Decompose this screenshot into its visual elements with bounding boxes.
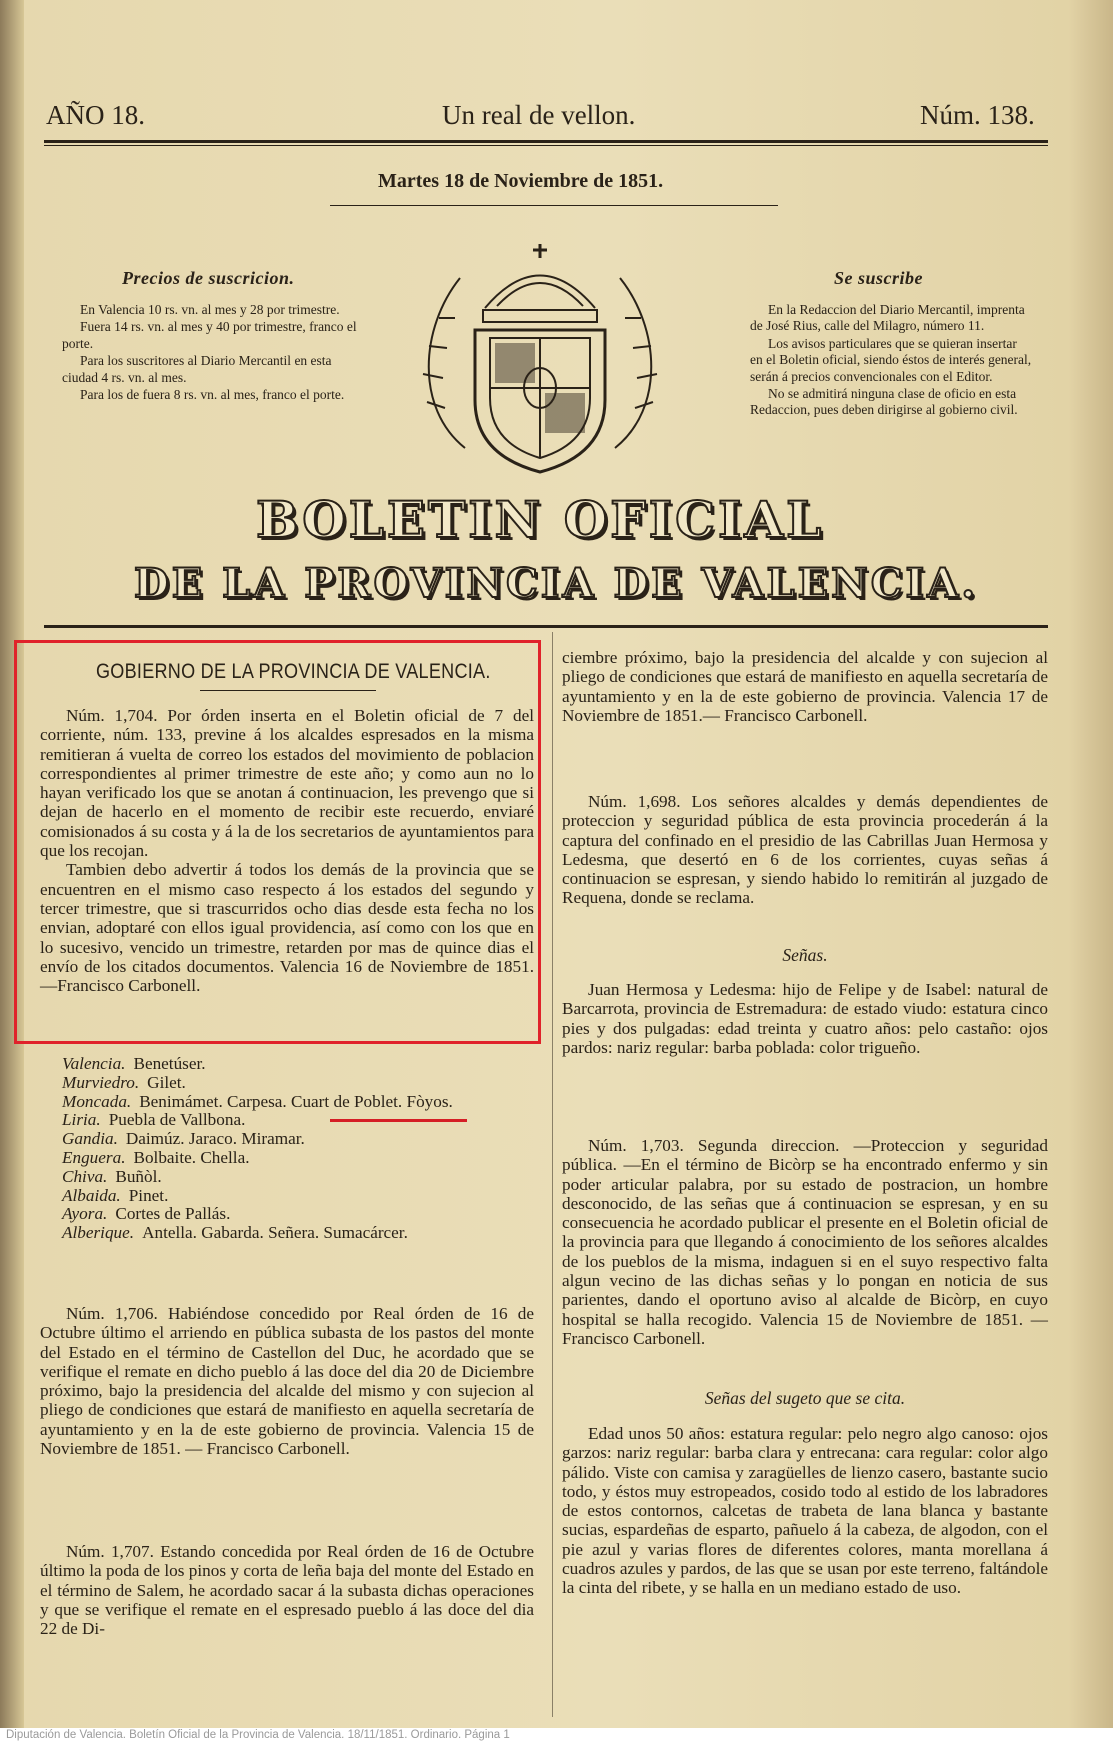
issue-date: Martes 18 de Noviembre de 1851. [378, 170, 664, 192]
municipality-list [62, 1054, 542, 1242]
notice-1707: Núm. 1,707. Estando concedida por Real órden de 16 de Octubre último la poda de los pinos y corta de leña baja del monte del Estado en el término de Salem, he acordado sacar á la subasta dichas operaciones y que se verifique el remate en el espresado pueblo á las doce del dia 22 de Di- [40, 1542, 534, 1639]
highlight-box [14, 640, 541, 1044]
subscription-prices-text: En Valencia 10 rs. vn. al mes y 28 por trimestre. Fuera 14 rs. vn. al mes y 40 por trimestre, franco el porte. Para los suscritores al Diario Mercantil en esta ciudad 4 rs. vn. al mes. Para los de fuera 8 rs. vn. al mes, franco el porte. [62, 302, 357, 403]
issue-number: Núm. 138. [920, 100, 1035, 130]
notice-1703: Núm. 1,703. Segunda direccion. —Proteccion y seguridad pública. —En el término de Bicòrp se ha encontrado enfermo y sin poder articular palabra, por su estado de postracion, un hombre desconocido, de las señas que á continuacion se espresan, y en su consecuencia he acordado publicar el presente en el Boletin oficial de la provincia para que llegando á conocimiento de los señores alcaldes de los pueblos de la misma, indaguen si en el suyo respectivo falta algun vecino de las dichas señas y lo pongan en noticia de sus parientes, dando el oportuno aviso al alcalde de Bicòrp, en cuyo hospital se halla recogido. Valencia 15 de Noviembre de 1851. — Francisco Carbonell. [562, 1136, 1048, 1348]
list-item: Gandia. Daimúz. Jaraco. Miramar. [62, 1129, 305, 1149]
column-divider [552, 632, 553, 1717]
list-item: Enguera. Bolbaite. Chella. [62, 1147, 250, 1167]
list-item: Chiva. Buñòl. [62, 1166, 162, 1186]
footer-bar [0, 1728, 1113, 1742]
notice-1704: Núm. 1,704. Por órden inserta en el Boletin oficial de 7 del corriente, núm. 133, previne á los alcaldes espresados en la misma remitieran á vuelta de correo los estados del movimiento de poblacion correspondientes al primer trimestre de este año; y como aun no lo hayan verificado los que se anotan á continuacion, les prevengo que si dejan de hacerlo en el momento de recibir este recuerdo, enviaré comisionados á su costa y á la de los secretarios de ayuntamientos para que los recojan. Tambien debo advertir á todos los demás de la provincia que se encuentren en el mismo caso respecto á los estados del segundo y tercer trimestre, que si trascurridos ocho dias desde esta fecha no los envian, adoptaré con ellos igual providencia, así como con los que en lo sucesivo, vencido un trimestre, retarden por mas de quince dias el envío de los citados documentos. Valencia 16 de Noviembre de 1851. —Francisco Carbonell. [40, 706, 534, 996]
senas-sugeto-text: Edad unos 50 años: estatura regular: pelo negro algo canoso: ojos garzos: nariz regular: barba clara y entrecana: cara regular: color algo pálido. Viste con camisa y zaragüelles de lienzo casero, bastante sucio todo, y éstos muy estropeados, cosido todo al estido de los labradores de estos contornos, calcetas de trabeta de lana blanca y bastante sucias, espardeñas de esparto, pañuelo á la cabeza, de algodon, con el pie azul y varias flores de diferentes colores, manta morellana á cuadros azules y pardos, de las que se usan por este terreno, faltándole la cinta del ribete, y se halla en un mediano estado de uso. [562, 1424, 1048, 1598]
header-rule [44, 140, 1048, 143]
senas-heading: Señas. [782, 945, 828, 965]
title-rule [44, 625, 1048, 628]
section-heading: GOBIERNO DE LA PROVINCIA DE VALENCIA. [96, 660, 491, 683]
header-rule-thin [44, 145, 1048, 146]
notice-continuation: ciembre próximo, bajo la presidencia del alcalde y con sujecion al pliego de condiciones que estará de manifiesto en aquella secretaría de ayuntamiento y en la de este gobierno de provincia. Valencia 17 de Noviembre de 1851.— Francisco Carbonell. [562, 648, 1048, 725]
footer-caption: Diputación de Valencia. Boletín Oficial de la Provincia de Valencia. 18/11/1851. Ordinario. Página 1 [6, 1729, 510, 1741]
price-label: Un real de vellon. [442, 100, 636, 130]
senas-sugeto-heading: Señas del sugeto que se cita. [704, 1388, 906, 1408]
title-line-2: DE LA PROVINCIA DE VALENCIA. [134, 560, 979, 607]
title-line-1: BOLETIN OFICIAL [256, 490, 825, 549]
senas-text: Juan Hermosa y Ledesma: hijo de Felipe y de Isabel: natural de Barcarrota, provincia de Estremadura: de estado viudo: estatura cinco pies y dos pulgadas: edad treinta y cuatro años: pelo castaño: ojos pardos: nariz regular: barba poblada: color trigueño. [562, 980, 1048, 1057]
notice-1698: Núm. 1,698. Los señores alcaldes y demás dependientes de proteccion y seguridad pública de esta provincia procederán á la captura del confinado en el presidio de las Cabrillas Juan Hermosa y Ledesma, que desertó en 6 de los corrientes, cuyas señas á continuacion se espresan, y siendo habido lo remitirán al juzgado de Requena, donde se reclama. [562, 792, 1048, 908]
list-item: Valencia. Benetúser. [62, 1054, 206, 1073]
underline-mark [330, 1119, 467, 1122]
year-label: AÑO 18. [46, 100, 145, 130]
list-item: Alberique. Antella. Gabarda. Señera. Sumacárcer. [62, 1223, 408, 1243]
subscribe-heading: Se suscribe [834, 268, 924, 288]
date-rule [330, 205, 778, 206]
subscribe-text: En la Redaccion del Diario Mercantil, imprenta de José Rius, calle del Milagro, número 11. Los avisos particulares que se quieran insertar en el Boletin oficial, siendo éstos de interés general, serán á precios convencionales con el Editor. No se admitirá ninguna clase de oficio en esta Redaccion, pues deben dirigirse al gobierno civil. [750, 302, 1032, 418]
list-item: Liria. Puebla de Vallbona. [62, 1110, 246, 1130]
list-item: Albaida. Pinet. [62, 1185, 169, 1205]
notice-1706: Núm. 1,706. Habiéndose concedido por Real órden de 16 de Octubre último el arriendo en pública subasta de los pastos del monte del Estado en el término de Castellon del Duc, he acordado que se verifique el remate en dicho pueblo á las doce del dia 20 de Diciembre próximo, bajo la presidencia del alcalde del mismo y con sujecion al pliego de condiciones que estará de manifiesto en aquella secretaría de ayuntamiento y en la de este gobierno de provincia. Valencia 15 de Noviembre de 1851. — Francisco Carbonell. [40, 1304, 534, 1459]
subscription-prices-heading: Precios de suscricion. [122, 268, 295, 288]
list-item: Ayora. Cortes de Pallás. [62, 1204, 231, 1224]
list-item: Murviedro. Gilet. [62, 1072, 186, 1092]
list-item: Moncada. Benimámet. Carpesa. Cuart de Poblet. Fòyos. [62, 1091, 453, 1111]
coat-of-arms-emblem [405, 238, 675, 488]
